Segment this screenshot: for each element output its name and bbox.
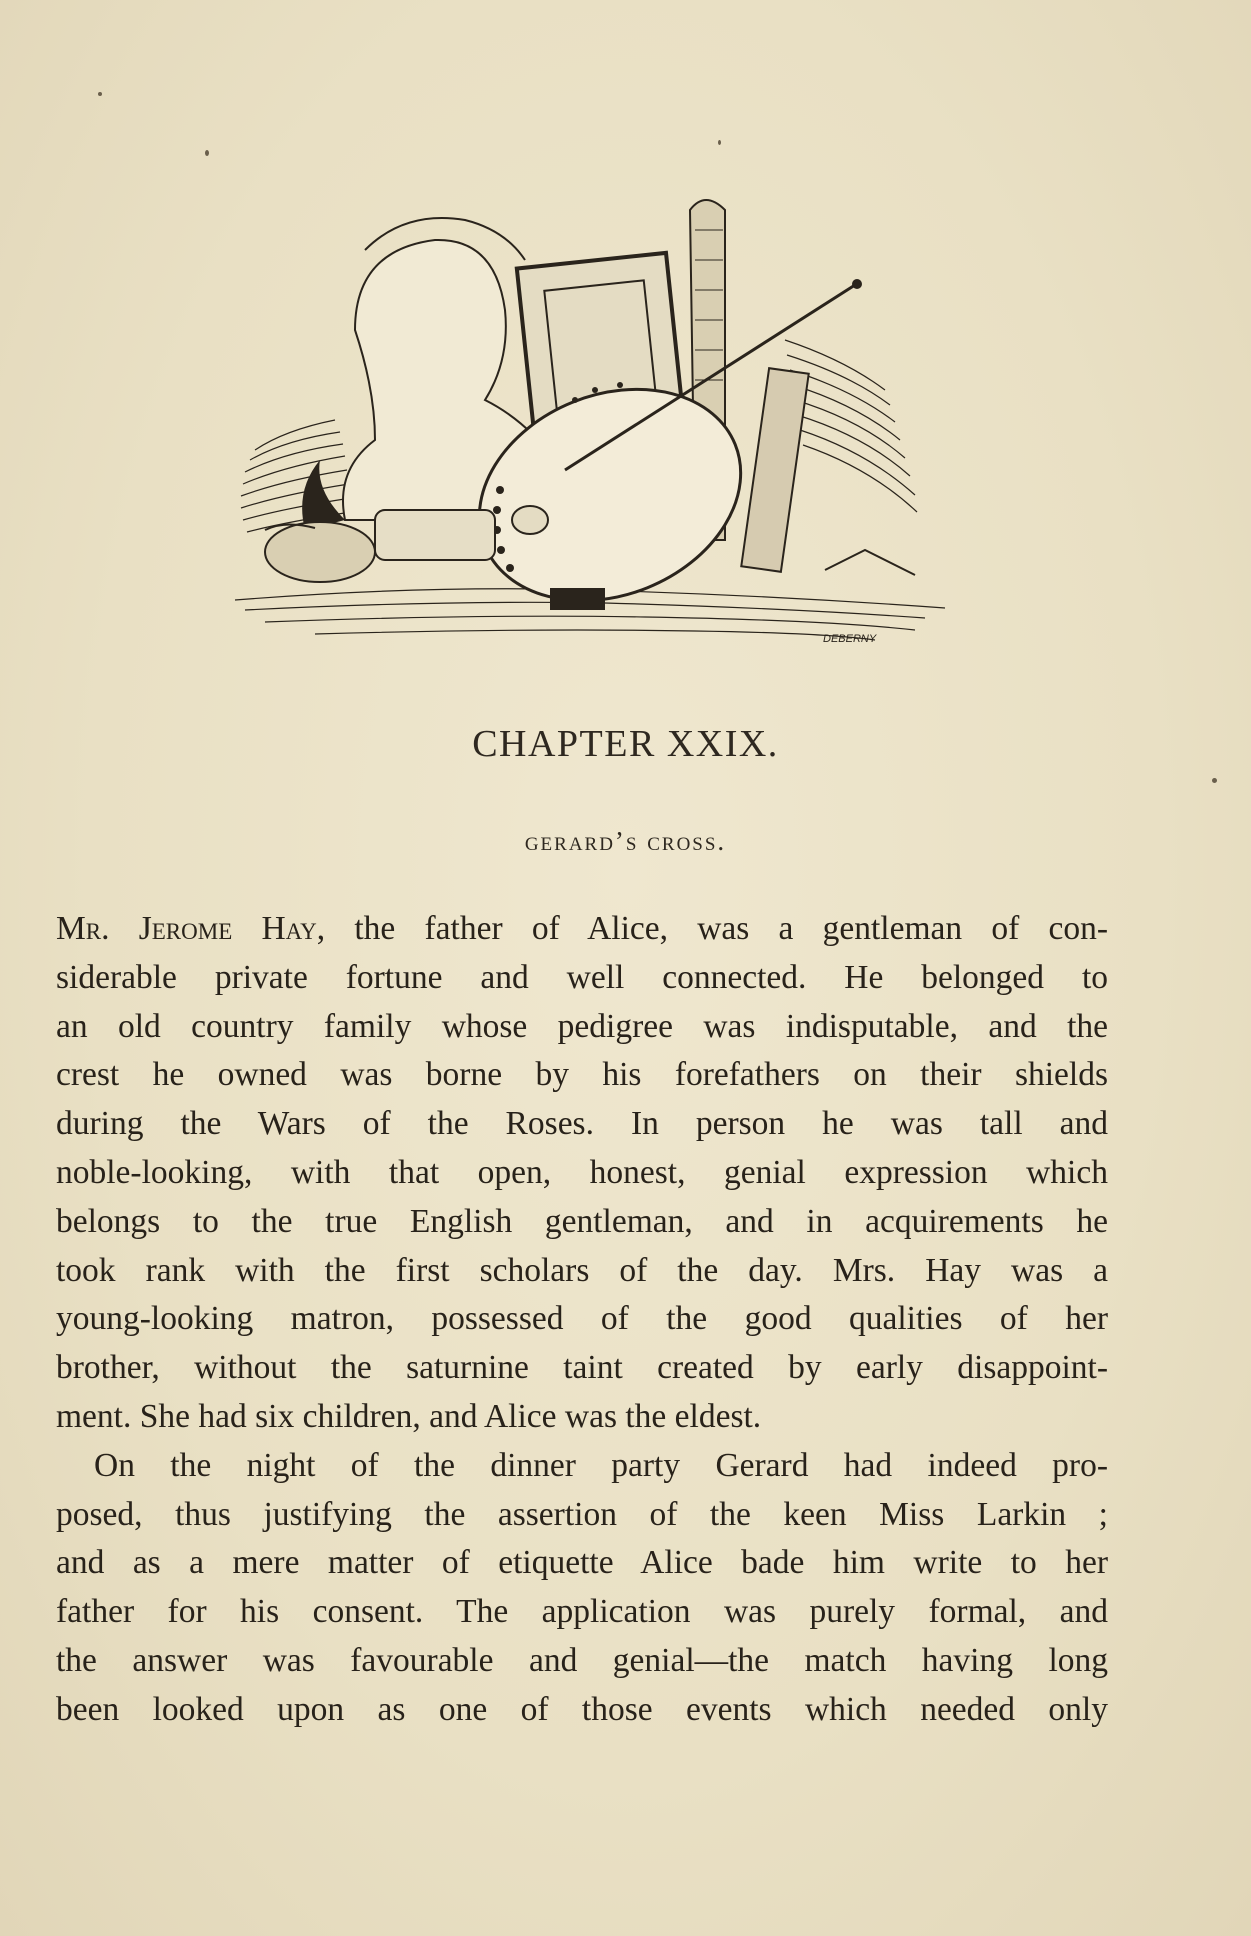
artist-still-life-vignette-icon — [225, 190, 955, 670]
text-line: siderable private fortune and well connected. He belonged to — [56, 958, 1108, 996]
text-line: young-looking matron, possessed of the good qualities of her — [56, 1300, 1108, 1338]
chapter-body — [56, 905, 1108, 1735]
text-line: Mr. Jerome Hay, the father of Alice, was a gentleman of con- — [56, 910, 1109, 947]
text-line: took rank with the first scholars of the day. Mrs. Hay was a — [56, 1251, 1108, 1289]
text-line: noble-looking, with that open, honest, genial expression which — [56, 1153, 1108, 1191]
paper-speck — [98, 92, 102, 96]
paper-speck — [1212, 778, 1217, 783]
text-line: posed, thus justifying the assertion of the keen Miss Larkin ; — [56, 1495, 1108, 1533]
text-line: father for his consent. The application was purely formal, and — [56, 1593, 1108, 1631]
text-line: On the night of the dinner party Gerard had indeed pro- — [94, 1446, 1108, 1484]
text-line: crest he owned was borne by his forefathers on their shields — [56, 1056, 1108, 1094]
text-line: belongs to the true English gentleman, and in acquirements he — [56, 1202, 1108, 1240]
text-line: an old country family whose pedigree was indisputable, and the — [56, 1007, 1108, 1045]
text-line: brother, without the saturnine taint created by early disappoint- — [56, 1349, 1108, 1387]
text-line: and as a mere matter of etiquette Alice bade him write to her — [56, 1544, 1108, 1582]
chapter-heading: CHAPTER XXIX. — [472, 723, 779, 765]
text-line: the answer was favourable and genial—the match having long — [56, 1641, 1108, 1679]
lead-in-small-caps: Mr. Jerome Hay, — [56, 910, 326, 947]
text-line: ment. She had six children, and Alice was the eldest. — [56, 1397, 762, 1435]
paper-speck — [718, 140, 721, 145]
paper-speck — [205, 150, 209, 156]
text-line: during the Wars of the Roses. In person he was tall and — [56, 1105, 1108, 1143]
chapter-vignette-illustration — [225, 190, 955, 670]
chapter-subtitle: gerard’s cross. — [524, 826, 727, 856]
engraver-signature: DEBERNY — [823, 633, 877, 645]
text-line: been looked upon as one of those events which needed only — [56, 1690, 1108, 1728]
